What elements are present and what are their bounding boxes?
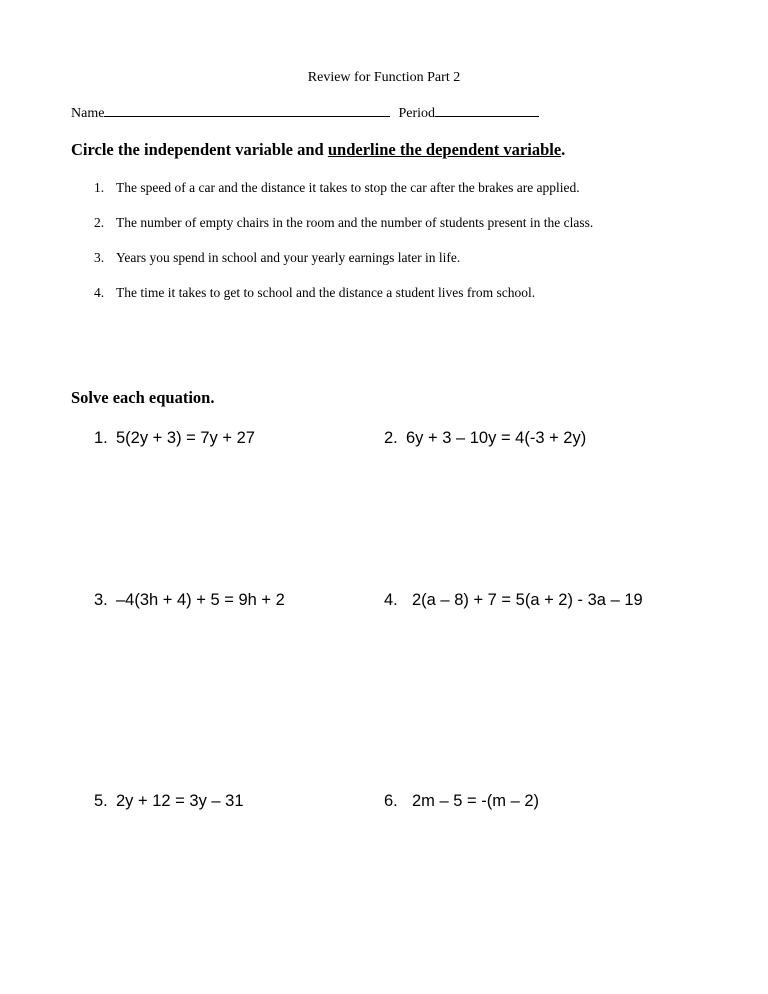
equation-number: 1. <box>94 429 108 447</box>
list-item <box>94 215 593 231</box>
equation-number: 3. <box>94 591 108 609</box>
item-number: 2. <box>94 215 105 230</box>
item-text: The number of empty chairs in the room and the number of students present in the class. <box>116 215 594 230</box>
equation-item <box>94 792 244 811</box>
name-period-line <box>71 104 539 122</box>
equation-item <box>94 429 255 448</box>
equation-text: 2m – 5 = -(m – 2) <box>412 792 539 810</box>
name-label: Name <box>71 106 105 121</box>
instruction-circle: Circle the independent variable <box>71 140 293 159</box>
equation-item <box>384 429 586 448</box>
equation-number: 2. <box>384 429 398 447</box>
equation-item <box>94 591 285 610</box>
solve-heading: Solve each equation. <box>71 388 215 407</box>
equation-text: 6y + 3 – 10y = 4(-3 + 2y) <box>406 429 587 447</box>
equation-item <box>384 792 539 811</box>
equation-number: 4. <box>384 591 398 609</box>
instruction-underline: underline the dependent variable <box>327 140 562 159</box>
item-text: The speed of a car and the distance it takes to stop the car after the brakes are applied. <box>116 180 580 195</box>
name-blank[interactable] <box>104 104 390 117</box>
equation-item <box>384 591 643 610</box>
instruction-and: and <box>292 140 328 159</box>
item-number: 4. <box>94 285 105 300</box>
equation-text: 2y + 12 = 3y – 31 <box>116 792 244 810</box>
equation-number: 6. <box>384 792 398 810</box>
period-label: Period <box>398 106 435 121</box>
list-item <box>94 285 535 301</box>
item-text: Years you spend in school and your yearly earnings later in life. <box>116 250 461 265</box>
period-blank[interactable] <box>435 104 539 117</box>
worksheet-title: Review for Function Part 2 <box>307 70 461 85</box>
list-item <box>94 180 580 196</box>
variable-instructions <box>71 140 565 160</box>
list-item <box>94 250 460 266</box>
item-text: The time it takes to get to school and the distance a student lives from school. <box>116 285 536 300</box>
item-number: 3. <box>94 250 105 265</box>
equation-text: 5(2y + 3) = 7y + 27 <box>116 429 255 447</box>
instruction-period: . <box>561 140 566 159</box>
equation-text: –4(3h + 4) + 5 = 9h + 2 <box>116 591 285 609</box>
item-number: 1. <box>94 180 105 195</box>
equation-number: 5. <box>94 792 108 810</box>
equation-text: 2(a – 8) + 7 = 5(a + 2) - 3a – 19 <box>412 591 643 609</box>
